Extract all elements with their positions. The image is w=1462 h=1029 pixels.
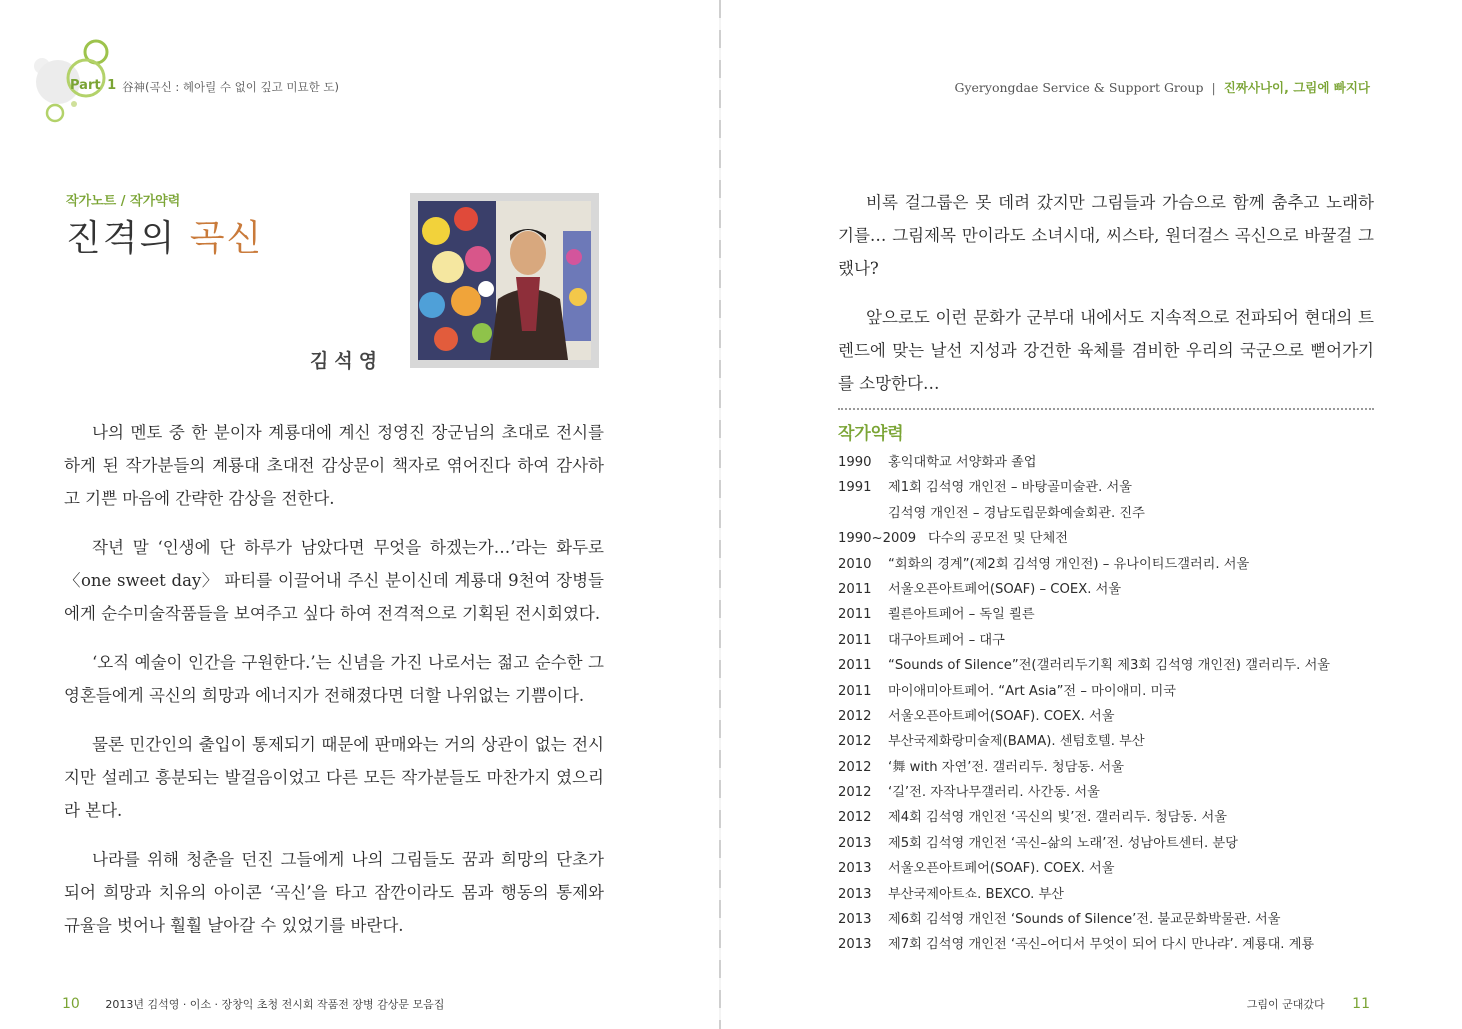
career-text: 제7회 김석영 개인전 ‘곡신–어디서 무엇이 되어 다시 만나랴’. 계룡대. 계룡 — [888, 937, 1315, 953]
career-item — [838, 475, 1398, 500]
career-text: “회화의 경계”(제2회 김석영 개인전) – 유나이티드갤러리. 서울 — [888, 556, 1250, 572]
career-item — [838, 780, 1398, 805]
career-item — [838, 450, 1398, 475]
title-main: 진격의 — [66, 218, 190, 259]
career-year: 2011 — [838, 683, 872, 699]
header-org: Gyeryongdae Service & Support Group — [954, 80, 1204, 95]
career-year: 2011 — [838, 632, 872, 648]
career-text: “Sounds of Silence”전(갤러리두기획 제3회 김석영 개인전) 갤러리두. 서울 — [888, 658, 1331, 674]
career-text: 마이애미아트페어. “Art Asia”전 – 마이애미. 미국 — [888, 683, 1176, 699]
paragraph: 나라를 위해 청춘을 던진 그들에게 나의 그림들도 꿈과 희망의 단초가 되어 희망과 치유의 아이콘 ‘곡신’을 타고 잠깐이라도 몸과 행동의 통제와 규율을 벗어나 훨훨 날아갈 수 있었기를 바란다. — [64, 850, 604, 935]
career-year: 2013 — [838, 835, 872, 851]
header-title: 진짜사나이, 그림에 빠지다 — [1223, 80, 1370, 95]
career-text: 제4회 김석영 개인전 ‘곡신의 빛’전. 갤러리두. 청담동. 서울 — [888, 810, 1227, 826]
paragraph: 물론 민간인의 출입이 통제되기 때문에 판매와는 거의 상관이 없는 전시지만 설레고 흥분되는 발걸음이었고 다른 모든 작가분들도 마찬가지 였으리라 본다. — [64, 735, 604, 820]
career-year: 2012 — [838, 759, 872, 775]
paragraph: 나의 멘토 중 한 분이자 계룡대에 계신 정영진 장군님의 초대로 전시를 하게 된 작가분들의 계룡대 초대전 감상문이 책자로 엮어진다 하여 감사하고 기쁜 마음에 간략한 감상을 전한다. — [64, 423, 604, 508]
essay-body — [64, 416, 604, 958]
footer-text-right: 그림이 군대갔다 — [1246, 998, 1325, 1011]
career-text: 부산국제아트쇼. BEXCO. 부산 — [888, 886, 1064, 902]
left-page — [0, 0, 720, 1029]
career-heading: 작가약력 — [838, 424, 904, 444]
career-item — [838, 932, 1398, 957]
part-label-text: Part — [70, 78, 101, 93]
career-item — [838, 729, 1398, 754]
page-number-left: 10 — [62, 996, 80, 1012]
career-year: 2013 — [838, 886, 872, 902]
career-text: 대구아트페어 – 대구 — [888, 632, 1005, 648]
essay-body-continued — [838, 186, 1374, 416]
career-item — [838, 882, 1398, 907]
career-item — [838, 679, 1398, 704]
career-text: 제1회 김석영 개인전 – 바탕골미술관. 서울 — [888, 480, 1132, 496]
paragraph: 앞으로도 이런 문화가 군부대 내에서도 지속적으로 전파되어 현대의 트렌드에 맞는 날선 지성과 강건한 육체를 겸비한 우리의 국군으로 뻗어가기를 소망한다… — [838, 308, 1374, 393]
career-item — [838, 831, 1398, 856]
title-accent: 곡신 — [189, 218, 264, 259]
career-year: 1990~2009 — [838, 531, 917, 547]
career-item — [838, 907, 1398, 932]
author-name: 김석영 — [310, 350, 384, 372]
career-year: 2013 — [838, 912, 872, 928]
career-year: 2010 — [838, 556, 872, 572]
career-item — [838, 704, 1398, 729]
career-text: 홍익대학교 서양화과 졸업 — [888, 455, 1037, 470]
career-item — [838, 653, 1398, 678]
career-year: 2013 — [838, 937, 872, 953]
page-number-right: 11 — [1352, 996, 1370, 1012]
career-year: 2013 — [838, 861, 872, 877]
footer-text-left: 2013년 김석영 · 이소 · 장창익 초청 전시회 작품전 장병 감상문 모음집 — [105, 998, 445, 1011]
career-item — [838, 856, 1398, 881]
section-divider — [838, 408, 1374, 410]
running-header — [954, 78, 1370, 96]
career-text: 제5회 김석영 개인전 ‘곡신–삶의 노래’전. 성남아트센터. 분당 — [888, 835, 1238, 851]
career-year: 2011 — [838, 581, 872, 597]
career-year: 1990 — [838, 455, 872, 470]
career-text: 쾰른아트페어 – 독일 쾰른 — [888, 607, 1035, 623]
page-footer-left — [62, 996, 444, 1012]
career-year: 2011 — [838, 658, 872, 674]
category-label: 작가노트 / 작가약력 — [66, 194, 181, 209]
career-item — [838, 526, 1398, 551]
artist-photo — [410, 193, 599, 368]
career-year: 1991 — [838, 480, 872, 496]
page-footer-right — [1247, 996, 1370, 1012]
part-number: 1 — [107, 78, 117, 93]
career-list — [838, 450, 1398, 958]
career-item — [838, 628, 1398, 653]
part-label — [70, 78, 116, 93]
career-text: 부산국제화랑미술제(BAMA). 센텀호텔. 부산 — [888, 734, 1145, 750]
career-item — [838, 552, 1398, 577]
paragraph: 비록 걸그룹은 못 데려 갔지만 그림들과 가슴으로 함께 춤추고 노래하기를… 그림제목 만이라도 소녀시대, 씨스타, 원더걸스 곡신으로 바꿀걸 그랬나? — [838, 193, 1374, 278]
career-year: 2012 — [838, 810, 872, 826]
career-text: 다수의 공모전 및 단체전 — [928, 531, 1068, 547]
career-text: ‘舞 with 자연’전. 갤러리두. 청담동. 서울 — [888, 759, 1124, 775]
part-description: 谷神(곡신 : 헤아릴 수 없이 깊고 미묘한 도) — [122, 80, 339, 94]
career-text: 서울오픈아트페어(SOAF). COEX. 서울 — [888, 708, 1115, 724]
artist-photo-image — [418, 201, 591, 360]
paragraph: ‘오직 예술이 인간을 구원한다.’는 신념을 가진 나로서는 젊고 순수한 그 영혼들에게 곡신의 희망과 에너지가 전해졌다면 더할 나위없는 기쁨이다. — [64, 653, 604, 705]
career-text: 서울오픈아트페어(SOAF) – COEX. 서울 — [888, 581, 1122, 597]
career-text: ‘길’전. 자작나무갤러리. 사간동. 서울 — [888, 785, 1100, 801]
career-item — [838, 577, 1398, 602]
right-page — [722, 0, 1462, 1029]
page-title — [66, 210, 263, 261]
career-item — [838, 602, 1398, 627]
career-year: 2012 — [838, 708, 872, 724]
career-year: 2011 — [838, 607, 872, 623]
career-year: 2012 — [838, 734, 872, 750]
career-item — [838, 501, 1398, 526]
header-separator: | — [1211, 80, 1216, 95]
career-text: 제6회 김석영 개인전 ‘Sounds of Silence’전. 불교문화박물관. 서울 — [888, 912, 1281, 928]
career-item — [838, 755, 1398, 780]
career-text: 김석영 개인전 – 경남도립문화예술회관. 진주 — [888, 505, 1145, 521]
career-item — [838, 805, 1398, 830]
career-text: 서울오픈아트페어(SOAF). COEX. 서울 — [888, 861, 1115, 877]
paragraph: 작년 말 ‘인생에 단 하루가 남았다면 무엇을 하겠는가…’라는 화두로 〈one sweet day〉 파티를 이끌어내 주신 분이신데 계룡대 9천여 장병들에게 순수미술작품들을 보여주고 싶다 하여 전격적으로 기획된 전시회였다. — [64, 538, 604, 623]
career-year: 2012 — [838, 785, 872, 801]
